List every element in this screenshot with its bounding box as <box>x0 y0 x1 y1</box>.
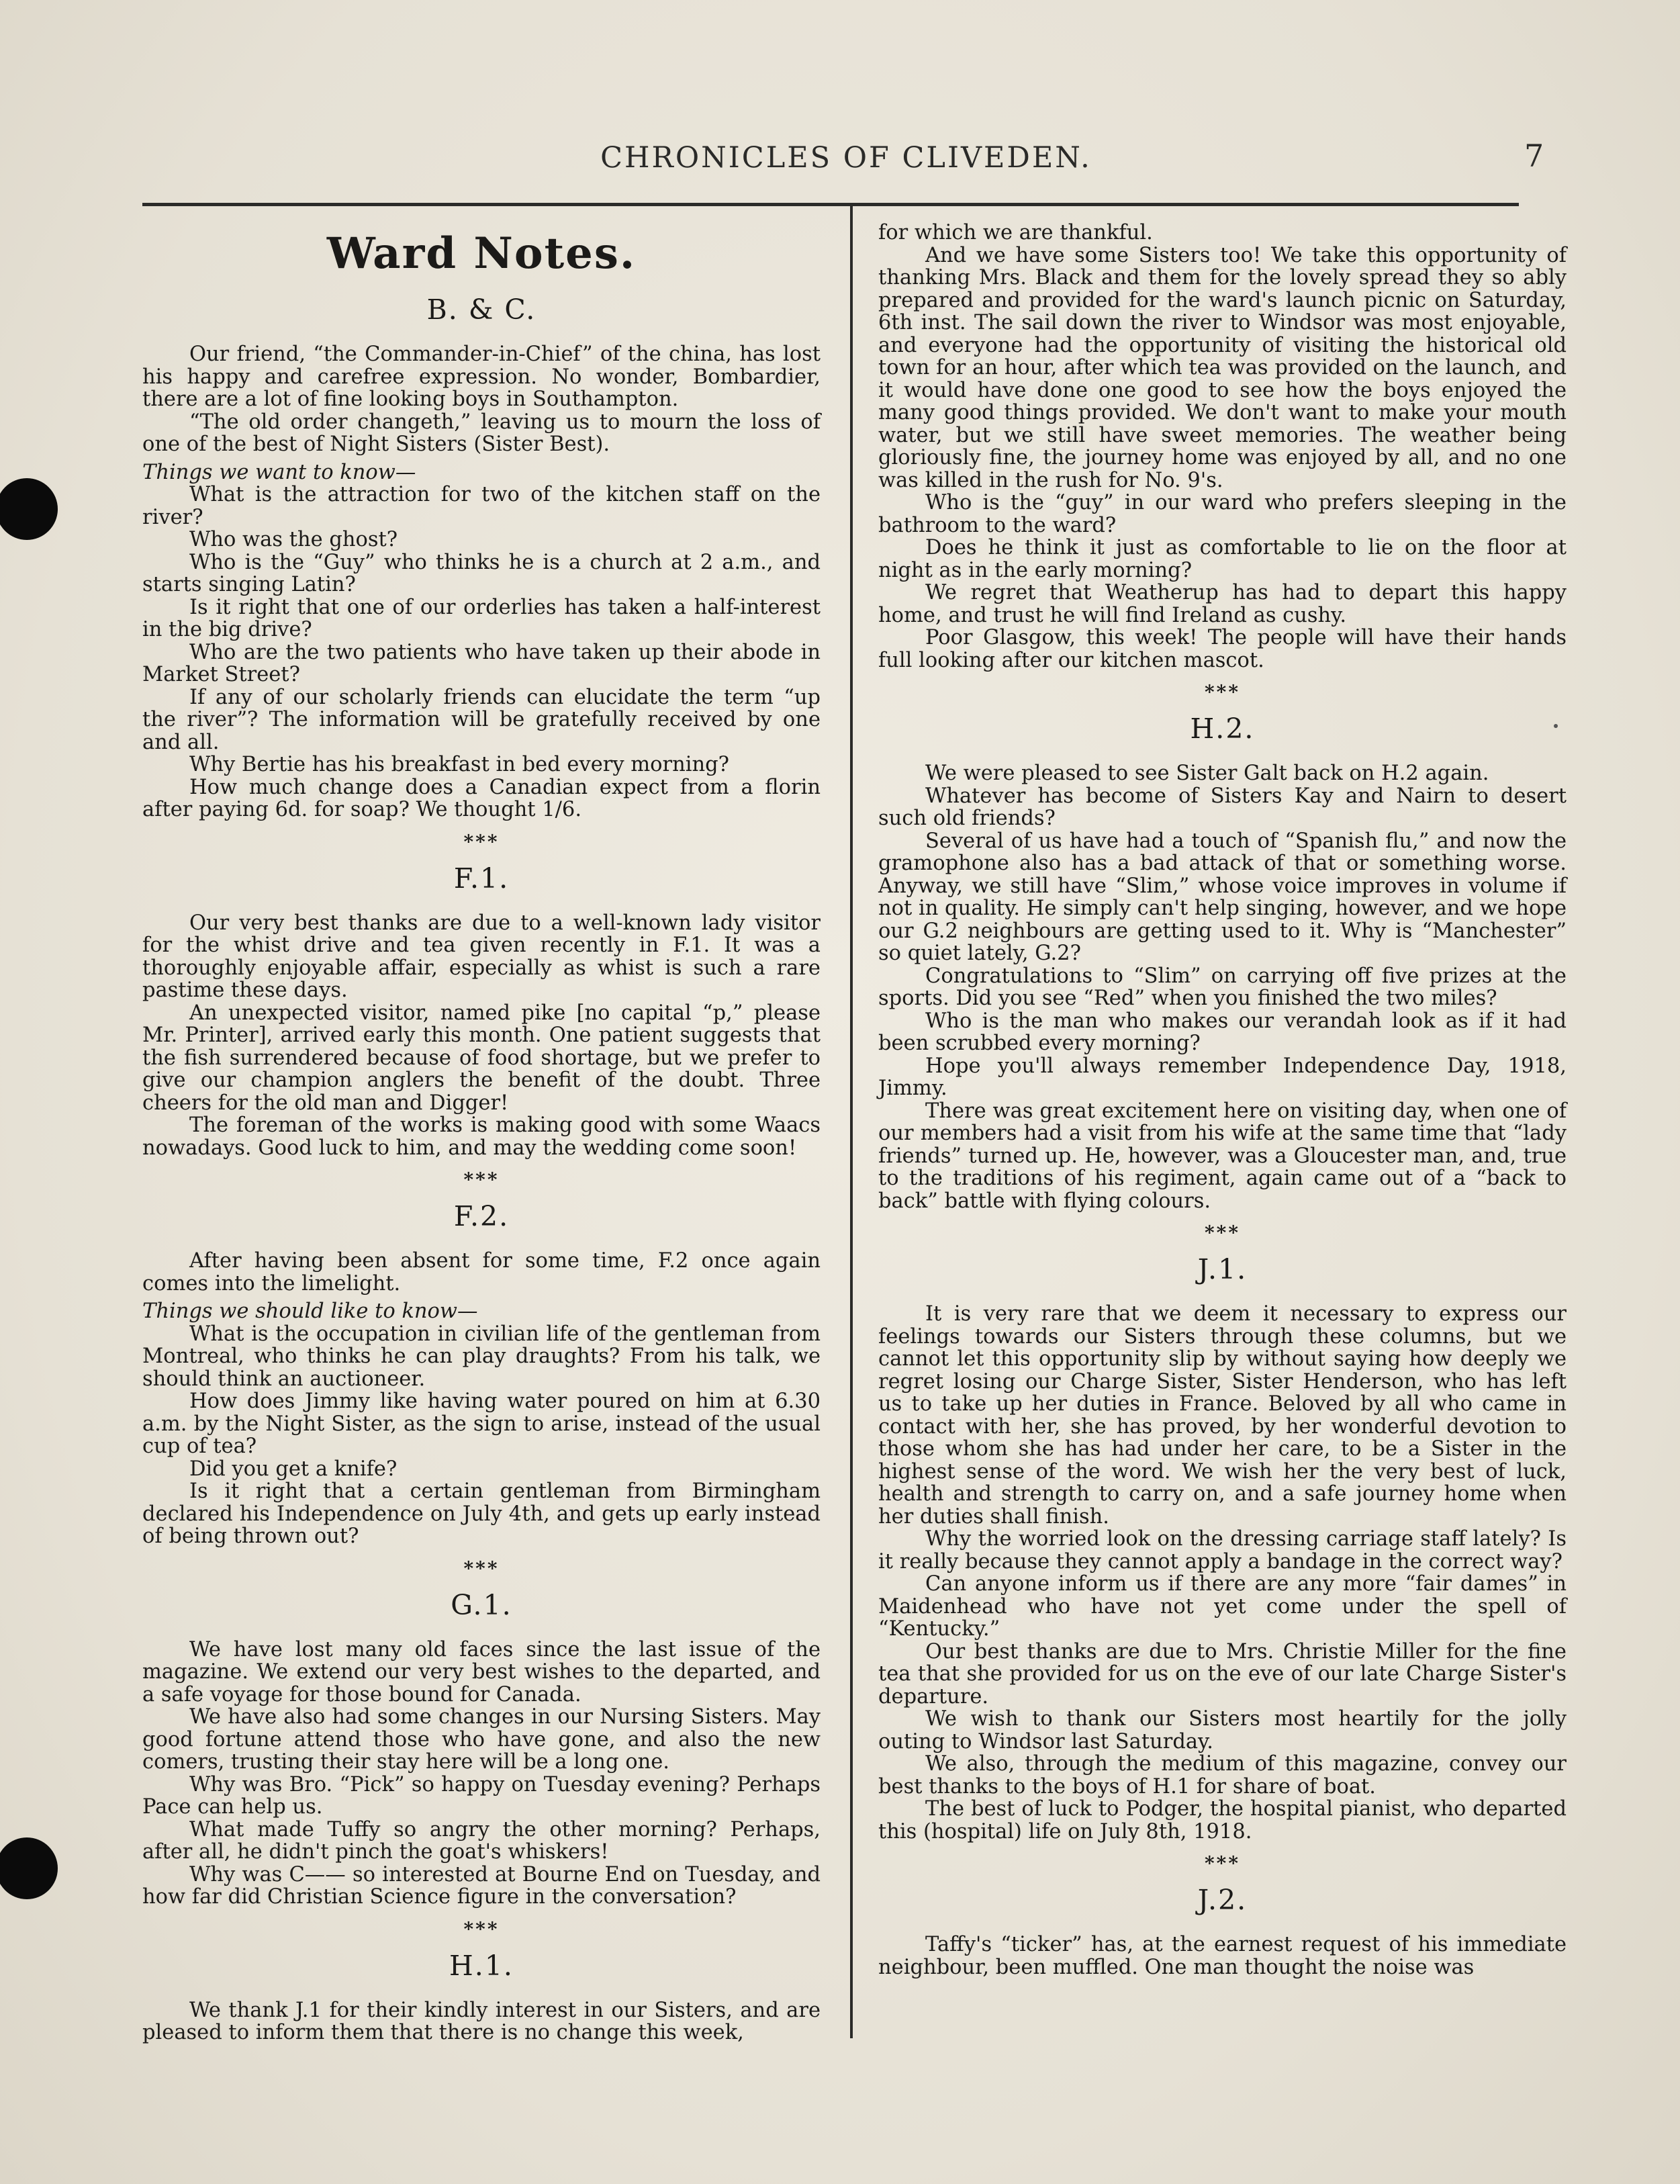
paragraph: We regret that Weatherup has had to depart this happy home, and trust he will find Ireland as cushy. <box>878 581 1567 627</box>
paragraph: Our friend, “the Commander-in-Chief” of the china, has lost his happy and carefree expression. No wonder, Bombardier, there are a lot of fine looking boys in Southampton. <box>142 343 821 411</box>
section-heading-f2: F.2. <box>453 1200 510 1232</box>
paragraph: We have lost many old faces since the last issue of the magazine. We extend our very best wishes to the departed, and a safe voyage for those bound for Canada. <box>142 1637 821 1707</box>
section-separator: *** <box>463 1917 500 1940</box>
question: If any of our scholarly friends can elucidate the term “up the river”? The information will be gratefully received by one and all. <box>142 685 821 754</box>
paragraph: Can anyone inform us if there are any more “fair dames” in Maidenhead who have not yet come under the spell of “Kentucky.” <box>878 1572 1567 1641</box>
section-separator: *** <box>463 1557 500 1580</box>
questions-label: Things we should like to know— <box>142 1300 478 1323</box>
paragraph: Taffy's “ticker” has, at the earnest request of his immediate neighbour, been muffled. One man thought the noise was <box>878 1933 1567 1979</box>
paragraph: Hope you'll always remember Independence Day, 1918, Jimmy. <box>878 1054 1567 1100</box>
section-separator: *** <box>1205 1222 1240 1244</box>
question: How does Jimmy like having water poured on him at 6.30 a.m. by the Night Sister, as the sign to arise, instead of the usual cup of tea? <box>142 1390 821 1458</box>
paragraph: Our very best thanks are due to a well-known lady visitor for the whist drive and tea given recently in F.1. It was a thoroughly enjoyable affair, especially as whist is such a rare pastime these days. <box>142 911 821 1002</box>
article-title: Ward Notes. <box>326 228 637 279</box>
question: Did you get a knife? <box>189 1457 398 1481</box>
paragraph: It is very rare that we deem it necessary to express our feelings towards our Sisters through these columns, but we cannot let this opportunity slip by without saying how deeply we regret losing our Charge Sister, Sister Henderson, who has left us to take up her duties in France. Beloved by all who came in contact with her, she has proved, by her wonderful devotion to those whom she has had under her care, to be a Sister in the highest sense of the word. We wish her the very best of luck, health and strength to carry on, and a safe journey home when her duties shall finish. <box>878 1302 1567 1529</box>
paragraph: After having been absent for some time, F.2 once again comes into the limelight. <box>142 1249 821 1295</box>
question: Who is the “Guy” who thinks he is a church at 2 a.m., and starts singing Latin? <box>142 550 821 596</box>
paragraph: The best of luck to Podger, the hospital pianist, who departed this (hospital) life on July 8th, 1918. <box>878 1797 1567 1844</box>
section-separator: *** <box>463 1169 500 1191</box>
questions-label: Things we want to know— <box>142 460 416 484</box>
paragraph: Does he think it just as comfortable to lie on the floor at night as in the early morning? <box>878 536 1567 582</box>
paragraph: Who is the man who makes our verandah look as if it had been scrubbed every morning? <box>878 1009 1567 1055</box>
question: How much change does a Canadian expect from a florin after paying 6d. for soap? We thought 1/6. <box>142 775 821 821</box>
section-heading-f1: F.1. <box>453 862 510 895</box>
paragraph: The foreman of the works is making good with some Waacs nowadays. Good luck to him, and may the wedding come soon! <box>142 1113 821 1160</box>
paragraph: We were pleased to see Sister Galt back on H.2 again. <box>925 762 1489 785</box>
paragraph: Several of us have had a touch of “Spanish flu,” and now the gramophone also has a bad attack of that or something worse. Anyway, we still have “Slim,” whose voice improves in volume if not in quality. He simply can't help singing, however, and we hope our G.2 neighbours are getting used to it. Why is “Manchester” so quiet lately, G.2? <box>878 829 1567 965</box>
section-heading-g1: G.1. <box>451 1588 512 1621</box>
question: Is it right that one of our orderlies has taken a half-interest in the big drive? <box>142 595 821 641</box>
section-heading-h1: H.1. <box>449 1949 514 1982</box>
paragraph: We wish to thank our Sisters most heartily for the jolly outing to Windsor last Saturday. <box>878 1707 1567 1754</box>
paragraph: There was great excitement here on visiting day, when one of our members had a visit from his wife at the same time that “lady friends” turned up. He, however, was a Gloucester man, and, true to the traditions of his regiment, again came out of a “back to back” battle with flying colours. <box>878 1099 1567 1213</box>
section-heading-j2: J.2. <box>1197 1884 1248 1916</box>
paragraph: We thank J.1 for their kindly interest in our Sisters, and are pleased to inform them that there is no change this week, <box>142 1998 821 2044</box>
running-header: CHRONICLES OF CLIVEDEN. <box>600 141 1092 175</box>
paragraph: An unexpected visitor, named pike [no capital “p,” please Mr. Printer], arrived early this month. One patient suggests that the fish surrendered because of food shortage, but we prefer to give our champion anglers the benefit of the doubt. Three cheers for the old man and Digger! <box>142 1001 821 1115</box>
page-number: 7 <box>1524 138 1544 174</box>
question: Who was the ghost? <box>189 528 398 551</box>
paragraph: We have also had some changes in our Nursing Sisters. May good fortune attend those who have gone, and also the new comers, trusting their stay here will be a long one. <box>142 1705 821 1774</box>
paragraph: And we have some Sisters too! We take this opportunity of thanking Mrs. Black and them for the lovely spread they so ably prepared and provided for the ward's launch picnic on Saturday, 6th inst. The sail down the river to Windsor was most enjoyable, and everyone had the opportunity of visiting the historical old town for an hour, after which tea was provided on the launch, and it would have done one good to see how the boys enjoyed the many good things provided. We don't want to make your mouth water, but we still have sweet memories. The weather being gloriously fine, the journey home was enjoyed by all, and no one was killed in the rush for No. 9's. <box>878 243 1567 492</box>
paragraph: Congratulations to “Slim” on carrying off five prizes at the sports. Did you see “Red” when you finished the two miles? <box>878 964 1567 1010</box>
paragraph: “The old order changeth,” leaving us to mourn the loss of one of the best of Night Sisters (Sister Best). <box>142 410 821 456</box>
question: Is it right that a certain gentleman from Birmingham declared his Independence on July 4th, and gets up early instead of being thrown out? <box>142 1480 821 1548</box>
section-separator: *** <box>1205 681 1240 703</box>
column-divider <box>850 205 853 2038</box>
paragraph: Why was C—— so interested at Bourne End on Tuesday, and how far did Christian Science figure in the conversation? <box>142 1862 821 1909</box>
header-rule <box>142 203 1519 206</box>
section-separator: *** <box>1205 1852 1240 1874</box>
paragraph: Whatever has become of Sisters Kay and Nairn to desert such old friends? <box>878 784 1567 830</box>
paragraph: Why was Bro. “Pick” so happy on Tuesday evening? Perhaps Pace can help us. <box>142 1772 821 1819</box>
question: What is the occupation in civilian life of the gentleman from Montreal, who thinks he can play draughts? From his talk, we should think an auctioneer. <box>142 1322 821 1391</box>
left-column <box>142 222 821 2044</box>
right-column <box>878 222 1567 1978</box>
section-heading-bc: B. & C. <box>426 293 536 326</box>
paragraph: Our best thanks are due to Mrs. Christie Miller for the fine tea that she provided for us on the eve of our late Charge Sister's departure. <box>878 1639 1567 1709</box>
paragraph-continued: for which we are thankful. <box>878 221 1153 244</box>
question: Who are the two patients who have taken up their abode in Market Street? <box>142 640 821 686</box>
question: What is the attraction for two of the kitchen staff on the river? <box>142 483 821 529</box>
paragraph: What made Tuffy so angry the other morning? Perhaps, after all, he didn't pinch the goat's whiskers! <box>142 1817 821 1864</box>
section-separator: *** <box>463 830 500 853</box>
paragraph: Who is the “guy” in our ward who prefers sleeping in the bathroom to the ward? <box>878 491 1567 537</box>
question: Why Bertie has his breakfast in bed every morning? <box>189 753 730 776</box>
paragraph: Poor Glasgow, this week! The people will have their hands full looking after our kitchen mascot. <box>878 626 1567 672</box>
paragraph: Why the worried look on the dressing carriage staff lately? Is it really because they cannot apply a bandage in the correct way? <box>878 1527 1567 1574</box>
paragraph: We also, through the medium of this magazine, convey our best thanks to the boys of H.1 for share of boat. <box>878 1752 1567 1799</box>
section-heading-h2: H.2. <box>1190 713 1255 745</box>
section-heading-j1: J.1. <box>1197 1253 1248 1285</box>
